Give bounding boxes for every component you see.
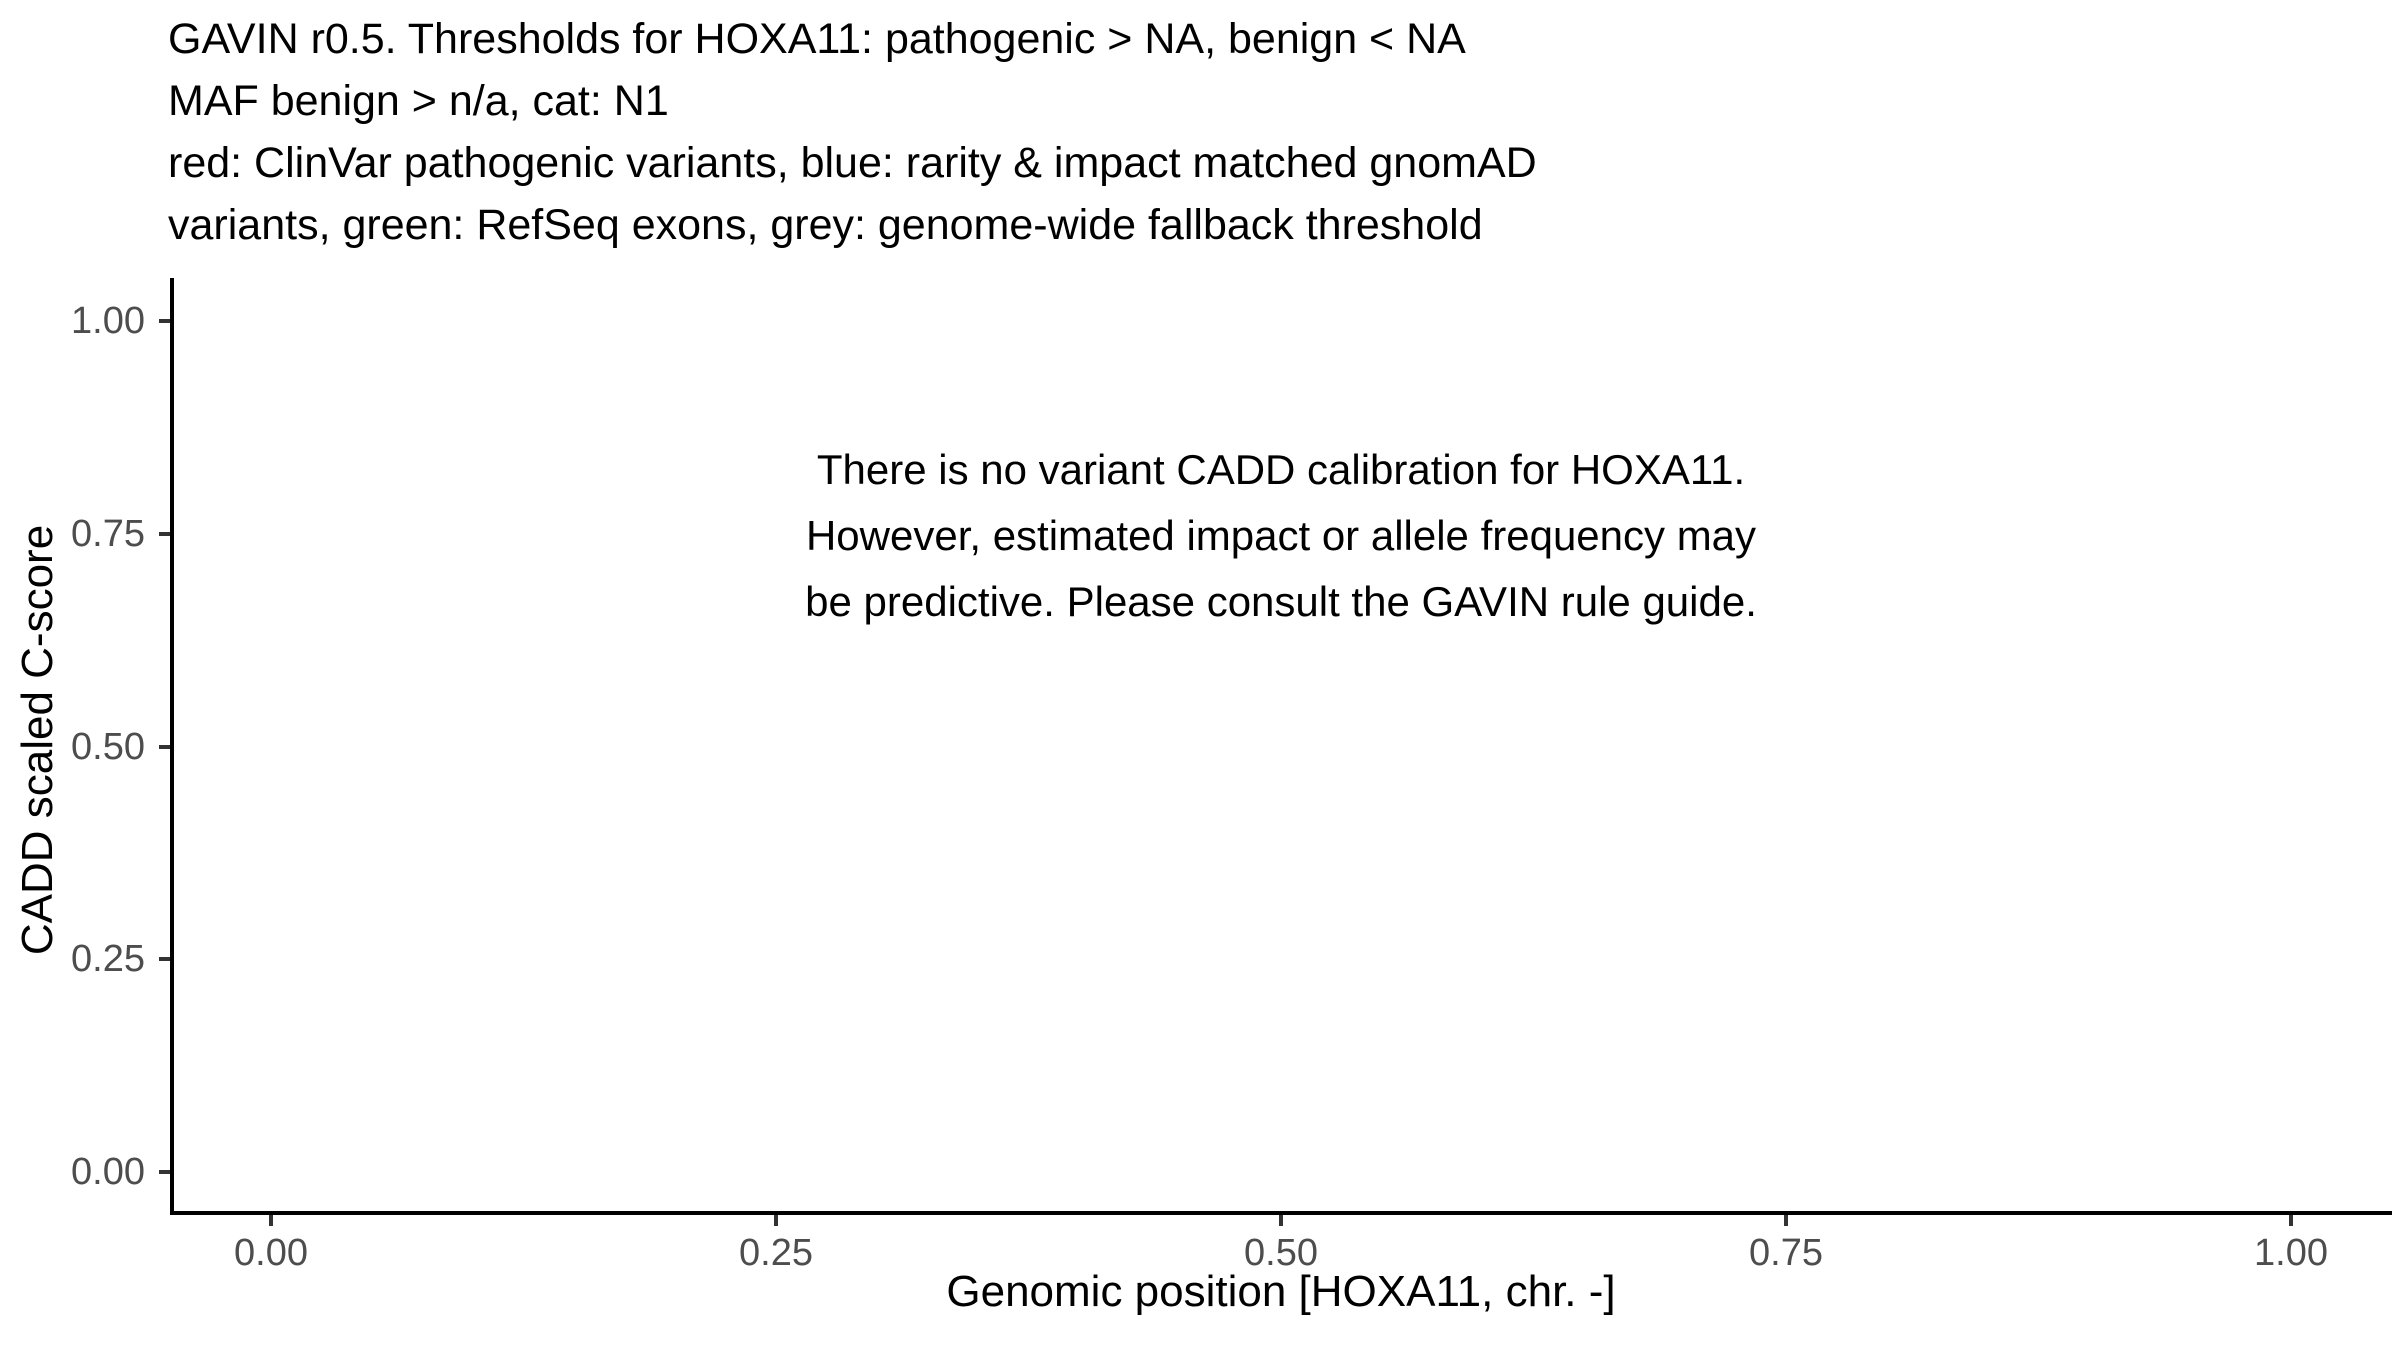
x-tick-label: 0.25 [739,1232,813,1274]
x-tick-mark [1279,1215,1283,1226]
y-tick-label: 0.75 [71,512,145,555]
annotation-line: There is no variant CADD calibration for HOXA11. [816,446,1746,493]
y-axis-title: CADD scaled C-score [13,524,62,956]
annotation-line: be predictive. Please consult the GAVIN rule guide. [805,578,1757,625]
plot-panel [170,278,2392,1215]
x-tick-label: 0.50 [1244,1232,1318,1274]
x-tick-mark [2289,1215,2293,1226]
y-tick-mark [159,319,170,323]
x-tick-label: 0.75 [1749,1232,1823,1274]
x-tick-mark [269,1215,273,1226]
y-tick-label: 0.50 [71,725,145,768]
x-tick-label: 0.00 [234,1232,308,1274]
annotation-line: However, estimated impact or allele frequency may [805,512,1757,559]
x-tick-label: 1.00 [2254,1232,2328,1274]
y-tick-label: 0.00 [71,1151,145,1194]
y-tick-label: 0.25 [71,938,145,981]
plot-title-line: variants, green: RefSeq exons, grey: genome-wide fallback threshold [168,201,1483,249]
y-tick-label: 1.00 [71,299,145,342]
plot-title [168,8,1537,256]
y-tick-mark [159,532,170,536]
y-tick-mark [159,1170,170,1174]
plot-annotation [805,437,1757,635]
plot-title-line: MAF benign > n/a, cat: N1 [168,77,669,125]
y-tick-mark [159,745,170,749]
x-tick-mark [1784,1215,1788,1226]
x-axis-title: Genomic position [HOXA11, chr. -] [946,1267,1616,1316]
x-tick-mark [774,1215,778,1226]
y-tick-mark [159,957,170,961]
plot-title-line: GAVIN r0.5. Thresholds for HOXA11: pathogenic > NA, benign < NA [168,15,1466,63]
plot-title-line: red: ClinVar pathogenic variants, blue: rarity & impact matched gnomAD [168,139,1537,187]
